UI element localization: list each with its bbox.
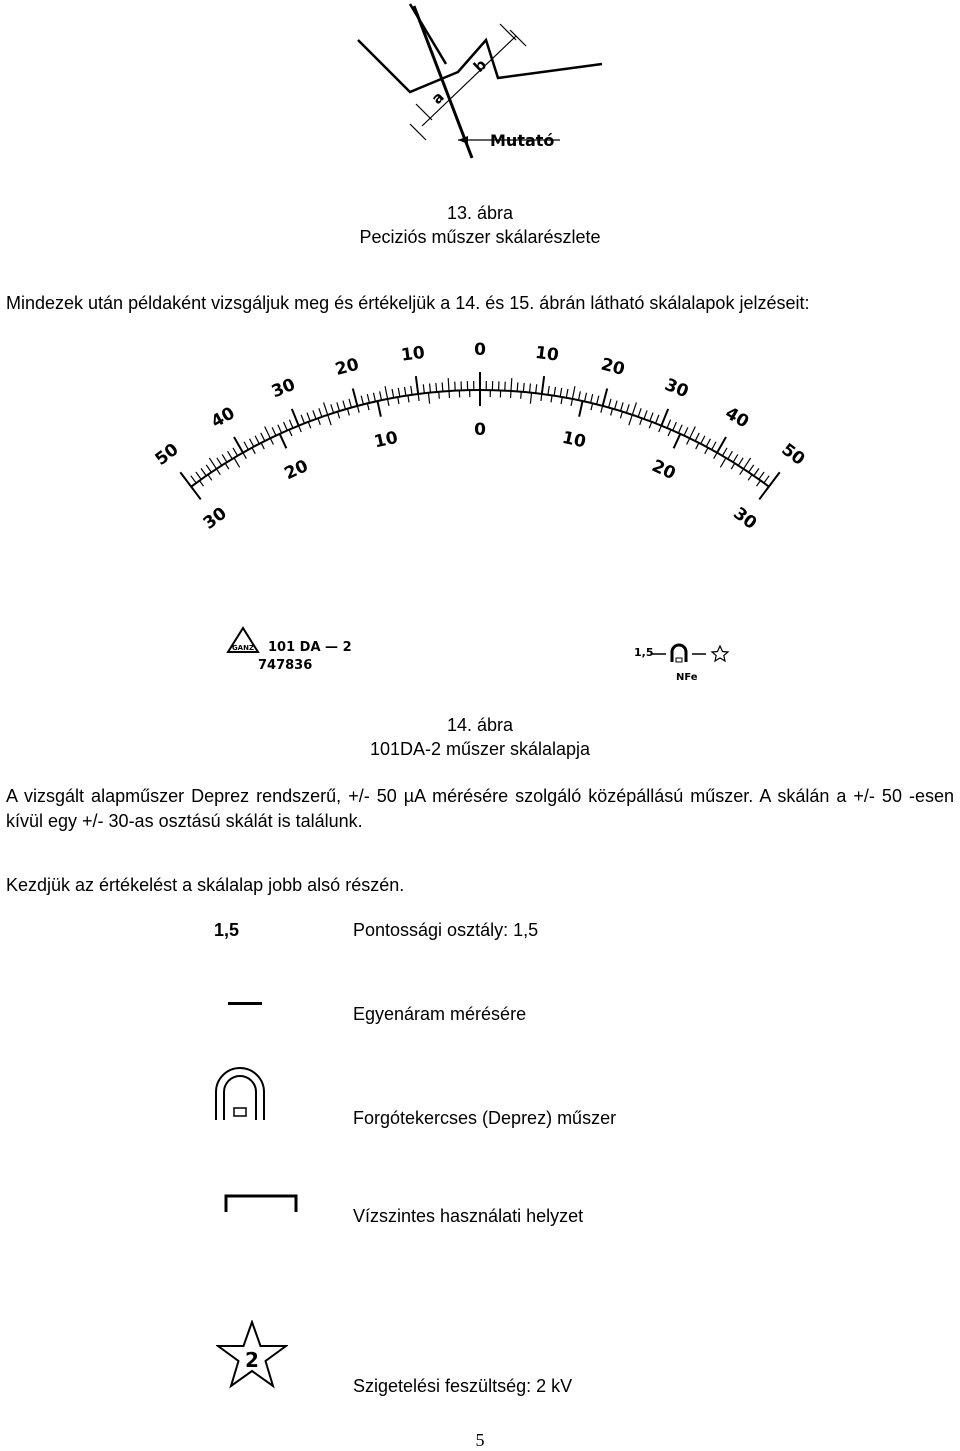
lower-scale-tick [620,412,622,419]
upper-scale-tick [733,454,738,462]
lower-scale-tick [428,393,429,404]
upper-scale-tick [712,442,716,450]
upper-scale-tick [523,383,524,392]
upper-scale-tick [638,408,641,416]
upper-scale-tick [272,427,276,435]
lower-scale-tick [289,430,292,436]
upper-scale-tick [353,389,358,406]
lower-scale-label: 10 [560,428,588,453]
marks-block [632,640,752,690]
lower-scale-tick [299,426,302,432]
legend-text-moving-coil: Forgótekercses (Deprez) műszer [353,1108,616,1129]
label-b: b [470,55,490,76]
upper-scale-tick [591,394,593,403]
upper-scale-tick [284,422,288,430]
scale-detail-diagram [340,0,620,160]
maker-block [226,626,376,686]
upper-scale-tick [656,415,659,423]
upper-scale-label: 50 [152,440,183,470]
accuracy-class-symbol: 1,5 [214,920,239,941]
lower-scale-tick [591,403,593,410]
upper-scale-tick [319,408,322,416]
upper-scale-tick [331,404,334,413]
figure-14-number: 14. ábra [0,713,960,737]
upper-scale-tick [764,476,769,483]
upper-scale-tick [701,436,705,444]
upper-scale-label: 0 [474,340,486,360]
description-text: A vizsgált alapműszer Deprez rendszerű, +/- 50 µA mérésére szolgáló középállású műszer. A skálán a +/- 50 -esen kívül egy +/- 30-as osztású skálát is találunk. [6,784,954,834]
upper-scale-tick [542,376,544,394]
upper-scale-tick [222,454,227,462]
lower-scale-label: 30 [729,503,760,533]
upper-scale-tick [722,448,727,456]
lower-scale-tick [270,438,273,444]
upper-scale-tick [289,420,293,428]
upper-scale-tick [244,442,248,450]
lower-scale-tick [561,397,562,404]
lower-scale-tick [611,409,613,416]
lower-scale-tick [377,401,380,417]
upper-scale-tick [373,393,375,402]
label-a: a [428,88,448,108]
upper-scale-tick [265,427,271,439]
upper-scale-tick [626,404,629,413]
lower-scale-tick [225,463,229,469]
upper-scale-label: 50 [777,440,808,470]
lower-scale-tick [418,394,419,401]
model-label: 101 DA — 2 [268,640,352,655]
pointer-needle [414,6,472,158]
lower-scale-label: 20 [649,456,679,484]
lower-scale-tick [338,412,340,419]
lower-scale-tick [649,422,652,429]
upper-scale-tick [191,476,196,483]
upper-scale-tick [380,391,382,400]
upper-scale-tick [196,472,201,479]
upper-scale-tick [678,425,682,433]
upper-scale-tick [706,439,710,447]
upper-scale-tick [301,415,304,423]
lower-scale-tick [530,393,531,404]
upper-scale-tick [261,433,265,441]
lower-scale-tick [328,415,331,425]
evaluation-intro: Kezdjük az értékelést a skálalap jobb alsó részén. [6,873,954,898]
upper-scale-tick [255,436,259,444]
upper-scale-tick [632,402,636,414]
lower-scale-tick [408,395,409,402]
lower-scale-tick [629,415,632,425]
upper-scale-tick [416,376,418,394]
upper-scale-tick [728,451,733,459]
upper-scale-tick [361,396,363,405]
upper-scale-tick [566,389,568,398]
upper-scale-tick [436,383,437,392]
figure-13-title: Peciziós műszer skálarészlete [0,225,960,249]
lower-scale-label: 30 [200,503,231,533]
upper-scale-tick [324,402,328,414]
upper-scale-tick [609,399,611,408]
ganz-logo-text: GANZ [232,644,254,652]
lower-scale-tick [759,487,769,500]
legend-text-dc: Egyenáram mérésére [353,1004,526,1025]
pointer-label: Mutató [490,131,554,150]
upper-scale-tick [392,389,394,398]
insulation-voltage-digit: 2 [245,1348,259,1372]
direct-current-icon [228,1002,262,1005]
legend-text-horizontal: Vízszintes használati helyzet [353,1206,583,1227]
upper-scale-tick [530,384,531,393]
upper-scale-tick [572,386,575,399]
upper-scale-tick [749,465,754,472]
lower-scale-tick [439,392,440,399]
insulation-star-icon [216,1320,288,1390]
accuracy-mark: 1,5 [634,646,654,659]
upper-scale-label: 10 [534,343,560,366]
figure-13-number: 13. ábra [0,201,960,225]
lower-scale-tick [720,458,726,467]
upper-scale-label: 30 [662,375,692,403]
lower-scale-tick [208,475,212,481]
upper-scale-tick [337,402,340,411]
upper-scale-tick [405,387,406,396]
lower-scale-tick [243,453,246,459]
upper-scale-label: 40 [208,403,239,432]
upper-scale-label: 30 [269,375,299,403]
lower-scale-tick [308,422,311,429]
lower-scale-tick [640,418,642,425]
lower-scale-tick [687,438,690,444]
upper-scale-tick [603,389,608,406]
upper-scale-tick [548,386,549,395]
upper-scale-tick [673,422,677,430]
upper-scale-tick [597,396,599,405]
lower-scale-tick [280,434,287,449]
iron-mark: NFe [676,672,698,683]
lower-scale-tick [756,481,760,487]
upper-scale-tick [385,386,388,399]
upper-scale-tick [684,427,688,435]
lower-scale-tick [659,426,662,432]
upper-scale-tick [250,439,254,447]
upper-scale-tick [228,451,233,459]
upper-scale-tick [292,409,299,426]
upper-scale-tick [759,472,764,479]
lower-scale-label: 10 [372,428,400,453]
upper-scale-tick [367,394,369,403]
lower-scale-tick [696,443,699,449]
upper-scale-tick [650,413,653,421]
lower-scale-tick [521,392,522,399]
upper-scale-label: 40 [722,403,753,432]
upper-scale-tick [690,427,696,439]
lower-scale-tick [731,463,735,469]
marks-icons [632,640,752,670]
lower-scale-tick [541,394,542,401]
upper-scale-tick [560,388,562,397]
upper-scale-tick [307,413,310,421]
lower-scale-label: 20 [281,456,311,484]
lower-scale-tick [748,475,752,481]
upper-scale-tick [423,384,424,393]
upper-scale-tick [717,437,726,453]
lower-scale-tick [668,430,671,436]
lower-scale-tick [261,443,264,449]
legend-text-accuracy: Pontossági osztály: 1,5 [353,920,538,941]
upper-scale-tick [615,401,618,410]
upper-scale-tick [738,458,743,466]
upper-scale-tick [442,382,443,391]
upper-scale-label: 20 [599,355,627,380]
serial-label: 747836 [258,658,312,673]
figure-14 [150,330,810,700]
upper-scale-tick [234,437,243,453]
upper-scale-tick [349,399,351,408]
figure-14-title: 101DA-2 műszer skálalapja [0,737,960,761]
upper-scale-tick [754,468,759,475]
upper-scale-tick [209,458,216,469]
upper-scale-tick [644,410,647,418]
upper-scale-label: 20 [333,355,361,380]
upper-scale-tick [343,401,346,410]
lower-scale-tick [398,397,399,404]
upper-scale-tick [517,382,518,391]
lower-scale-tick [191,487,201,500]
upper-scale-tick [620,402,623,411]
lower-scale-tick [674,434,681,449]
upper-scale-tick [180,472,191,486]
upper-scale-tick [769,472,780,486]
upper-scale-tick [667,420,671,428]
upper-scale-tick [578,391,580,400]
upper-scale-tick [278,425,282,433]
upper-scale-tick [554,387,555,396]
lower-scale-tick [551,395,552,402]
ganz-logo [226,626,260,656]
lower-scale-tick [740,469,744,475]
lower-scale-tick [234,458,240,467]
lower-scale-tick [601,406,603,413]
upper-scale-tick [695,433,699,441]
upper-scale-tick [661,409,668,426]
lower-scale-tick [318,418,320,425]
upper-scale-tick [585,393,587,402]
upper-scale-tick [536,384,537,393]
upper-scale-tick [201,468,206,475]
lower-scale-tick [367,403,369,410]
upper-scale-tick [313,410,316,418]
lower-scale-tick [705,448,708,454]
horizontal-position-icon [224,1194,298,1214]
lower-scale-label: 0 [474,420,486,440]
upper-scale-tick [511,378,512,391]
legend-text-insulation: Szigetelési feszültség: 2 kV [353,1376,572,1397]
figure-13 [340,0,620,160]
lower-scale-tick [357,406,359,413]
upper-scale-tick [398,388,400,397]
upper-scale-tick [206,465,211,472]
upper-scale-tick [411,386,412,395]
moving-coil-icon [212,1064,268,1124]
upper-scale-tick [448,378,449,391]
upper-scale-tick [430,384,431,393]
upper-scale-label: 10 [400,343,426,366]
page-number: 5 [0,1430,960,1451]
upper-scale-tick [233,448,238,456]
lower-scale-tick [388,399,389,406]
intro-text: Mindezek után példaként vizsgáljuk meg és értékeljük a 14. és 15. ábrán látható skálalapok jelzéseit: [6,291,954,316]
lower-scale-tick [714,453,717,459]
lower-scale-tick [571,399,572,406]
upper-scale-tick [217,458,222,466]
upper-scale-tick [744,458,751,469]
lower-scale-tick [199,481,203,487]
lower-scale-tick [347,409,349,416]
lower-scale-tick [252,448,255,454]
lower-scale-tick [579,401,582,417]
lower-scale-tick [216,469,220,475]
